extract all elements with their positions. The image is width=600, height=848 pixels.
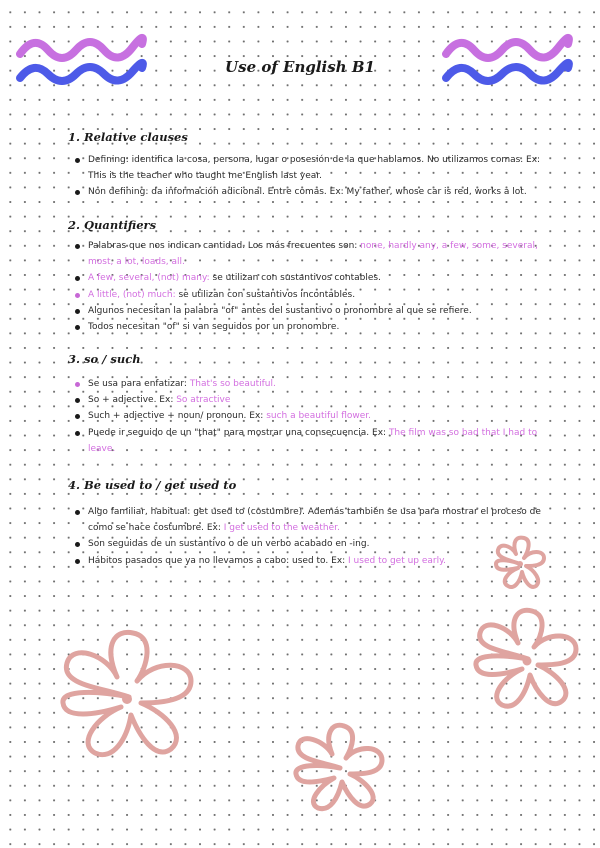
list-item: A few, several, (not) many: se utilizan con sustantivos contables. [74, 270, 554, 286]
flower-icon [55, 625, 203, 765]
list-item: A little, (not) much: se utilizan con sustantivos incontables. [74, 287, 554, 303]
page-title: Use of English B1 [225, 58, 375, 77]
section-list-so-such [74, 376, 554, 457]
list-item: Algunos necesitan la palabra "of" antes del sustantivo o pronombre al que se refiere. [74, 303, 554, 319]
list-item: Defining: identifica la cosa, persona, lugar o posesión de la que hablamos. No utilizamos comas. Ex: This is the teacher who taught me English last year. [74, 152, 554, 184]
section-list-relative-clauses [74, 152, 554, 201]
section-heading-so-such: 3. so / such [68, 352, 141, 366]
section-list-be-used-to [74, 504, 554, 569]
list-item: Todos necesitan "of" si van seguidos por un pronombre. [74, 319, 554, 335]
list-item: Son seguidas de un sustantivo o de un verbo acabado en -ing. [74, 536, 554, 552]
list-item: Hábitos pasados que ya no llevamos a cabo: used to. Ex: I used to get up early. [74, 553, 554, 569]
purple-wave [446, 38, 569, 58]
section-list-quantifiers [74, 238, 554, 335]
flower-icon [492, 534, 548, 594]
section-heading-quantifiers: 2. Quantifiers [68, 218, 157, 232]
list-item: Puede ir seguido de un "that" para mostrar una consecuencia. Ex: The film was so bad that I had to leave. [74, 425, 554, 457]
list-item: Non defining: da información adicional. Entre comas. Ex: My father, whose car is red, works a lot. [74, 184, 554, 200]
list-item: So + adjective. Ex: So atractive [74, 392, 554, 408]
list-item: Se usa para enfatizar: That's so beautiful. [74, 376, 554, 392]
list-item: Palabras que nos indican cantidad. Los más frecuentes son: none, hardly any, a few, some, several, most, a lot, loads, all. [74, 238, 554, 270]
list-item: Such + adjective + noun/ pronoun. Ex: such a beautiful flower. [74, 408, 554, 424]
section-heading-be-used-to: 4. Be used to / get used to [68, 478, 237, 492]
purple-wave [20, 38, 143, 58]
list-item: Algo familiar, habitual: get used to (costumbre). Además también se usa para mostrar el proceso de como se hace costumbre. Ex: I get used to the weather. [74, 504, 554, 536]
section-heading-relative-clauses: 1. Relative clauses [68, 130, 188, 144]
flower-icon [290, 720, 390, 816]
flower-icon [470, 605, 586, 715]
